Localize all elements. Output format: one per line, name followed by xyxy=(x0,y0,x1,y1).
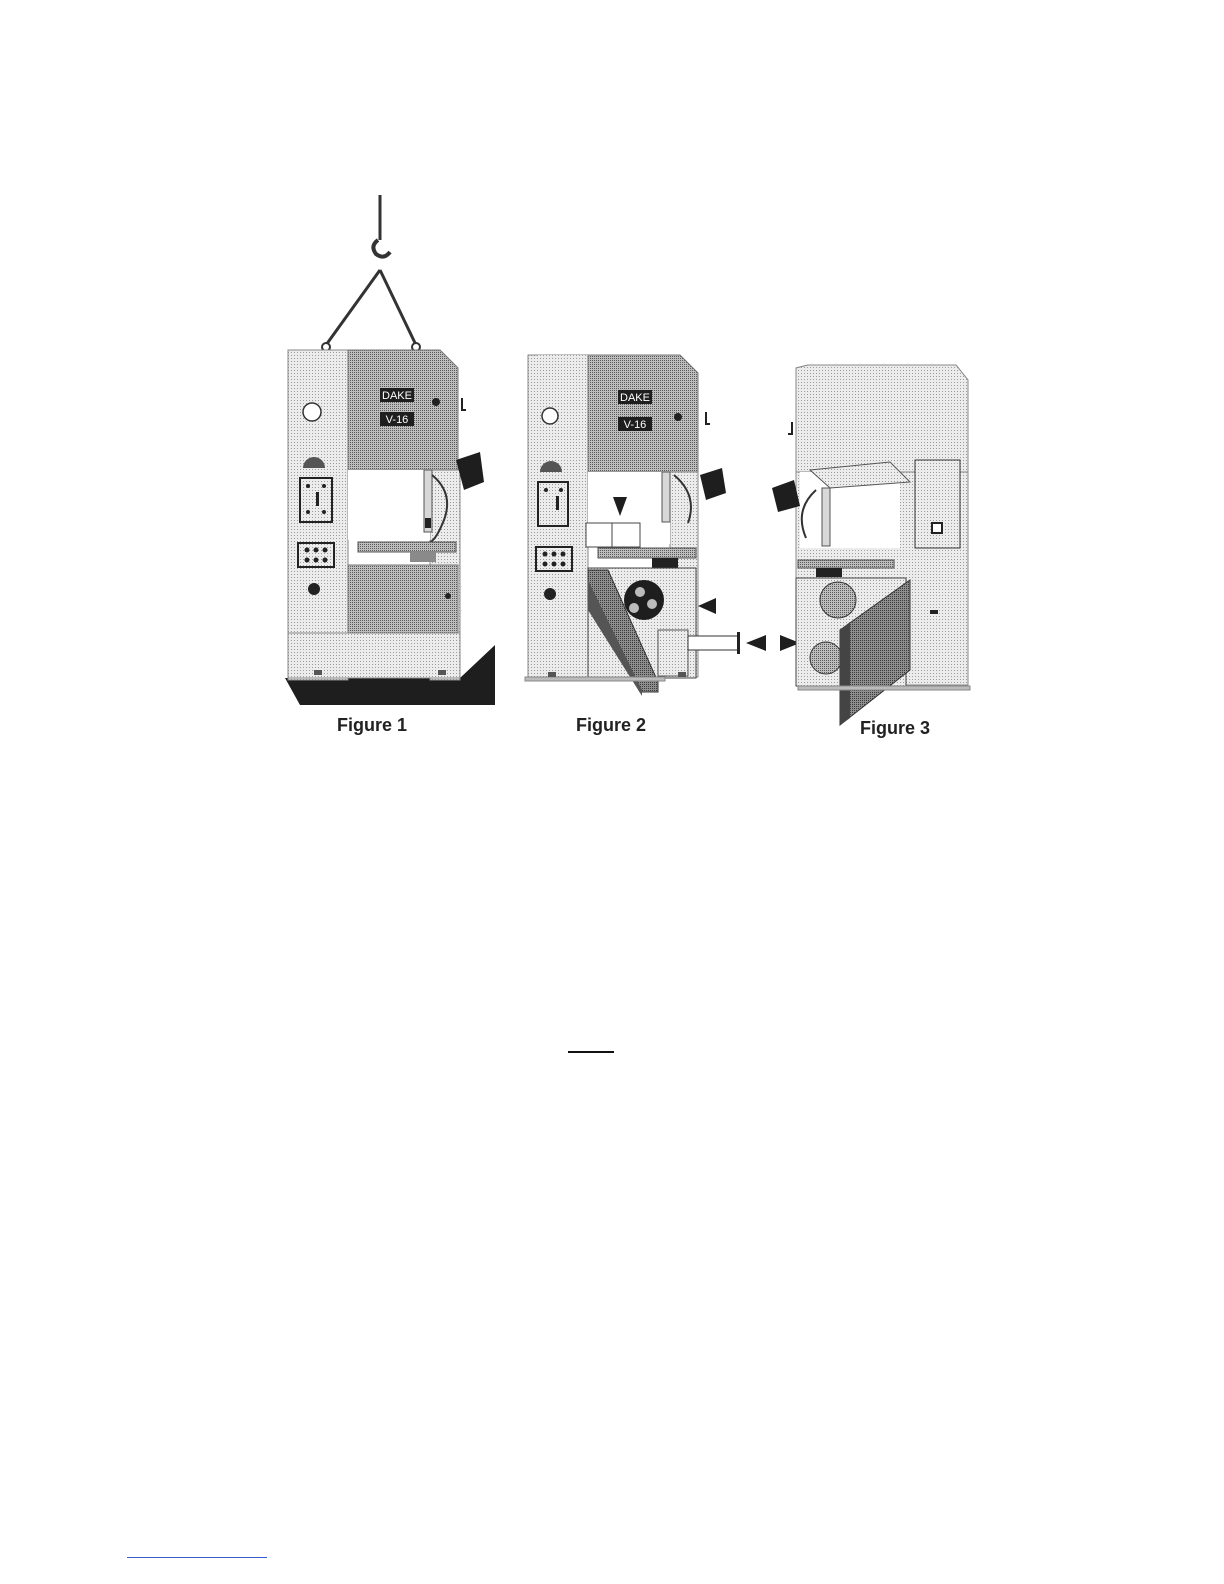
brand-plate-fig2: DAKE xyxy=(620,392,650,404)
figure-2-caption: Figure 2 xyxy=(576,715,647,735)
figure-3-saw xyxy=(772,365,970,725)
gauge-icon xyxy=(303,403,321,421)
knob-icon xyxy=(308,583,320,595)
figure-3-caption: Figure 3 xyxy=(860,718,931,738)
model-plate-fig2: V-16 xyxy=(623,419,647,431)
arrow-left-icon-1 xyxy=(698,598,716,614)
center-divider-rule xyxy=(568,1051,614,1053)
bandsaw-illustration xyxy=(270,190,990,750)
crane-hook-icon xyxy=(373,240,390,257)
figure-2-saw xyxy=(525,355,800,696)
figure-1-saw xyxy=(285,195,495,705)
figure-1-caption: Figure 1 xyxy=(337,715,408,735)
footnote-rule xyxy=(127,1557,267,1558)
model-plate-fig1: V-16 xyxy=(385,414,409,426)
arrow-left-icon-2 xyxy=(746,635,766,651)
bandsaw-figures-svg xyxy=(270,190,990,750)
brand-plate-fig1: DAKE xyxy=(382,390,412,402)
